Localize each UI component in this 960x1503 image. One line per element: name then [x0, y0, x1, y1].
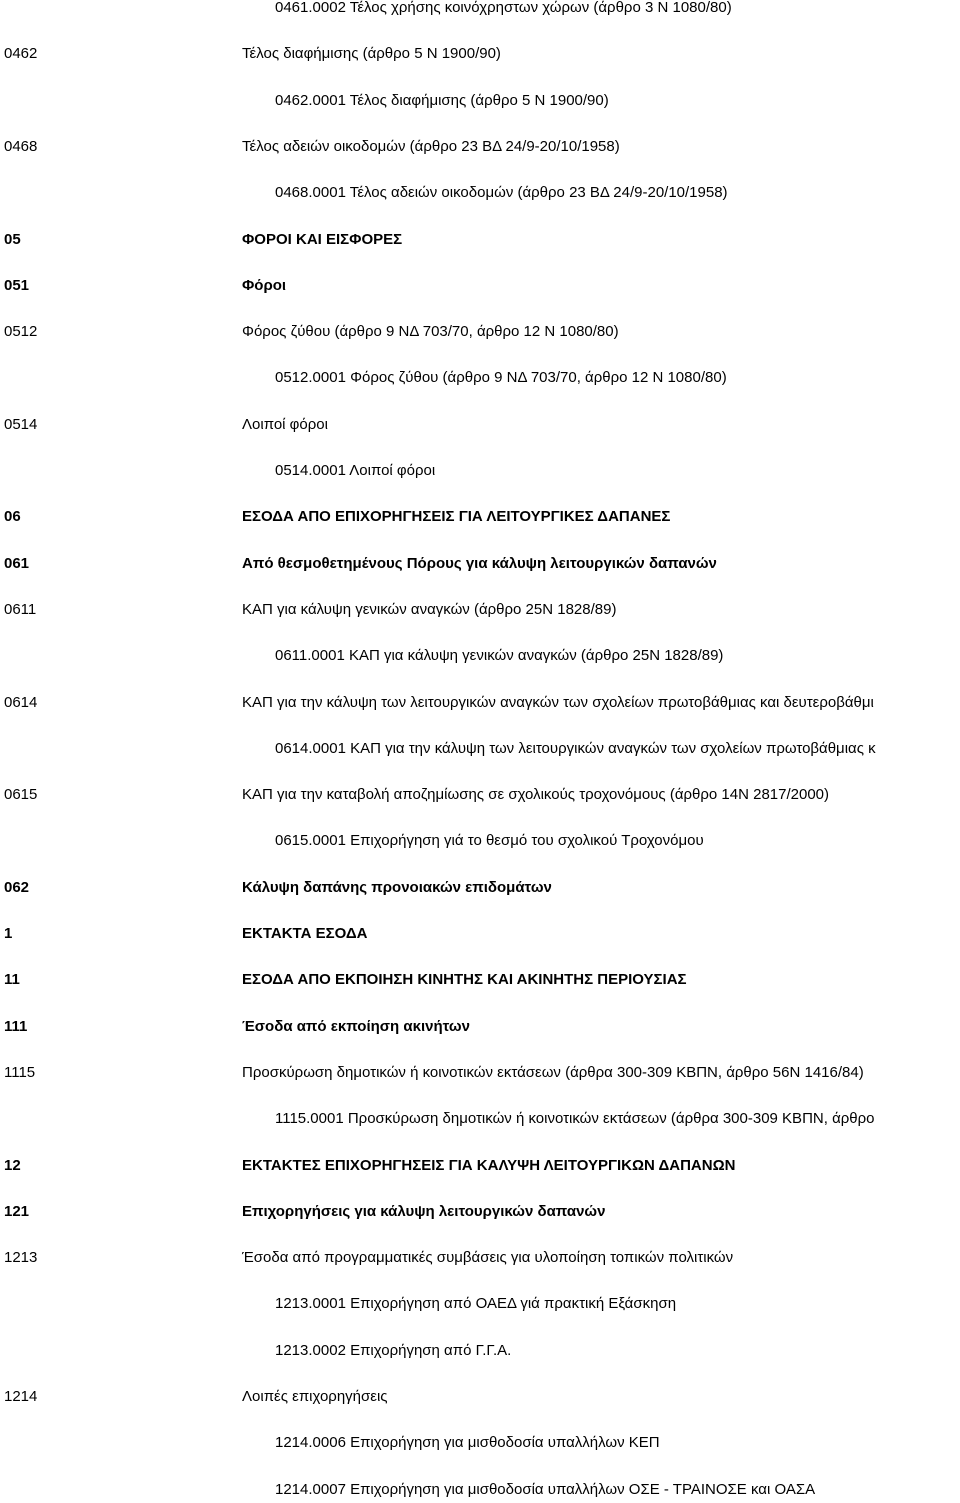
entry-code: 1115 — [4, 1063, 36, 1081]
entry-code: 121 — [4, 1202, 30, 1220]
code-entry-row — [0, 228, 960, 252]
entry-code: 05 — [4, 230, 21, 248]
sub-entry-text: 0615.0001 Επιχορήγηση γιά το θεσμό του σχολικού Τροχονόμου — [275, 832, 704, 850]
entry-code: 1214 — [4, 1388, 38, 1405]
code-entry-row — [0, 1015, 960, 1039]
entry-description: ΦΟΡΟΙ ΚΑΙ ΕΙΣΦΟΡΕΣ — [242, 230, 403, 248]
sub-entry-row — [0, 366, 960, 390]
sub-entry-row — [0, 1339, 960, 1363]
code-entry-row — [0, 968, 960, 992]
sub-entry-row — [0, 459, 960, 483]
entry-code: 111 — [4, 1017, 28, 1035]
code-entry-row — [0, 922, 960, 946]
sub-entry-row — [0, 181, 960, 205]
code-entry-row — [0, 1061, 960, 1085]
entry-description: Έσοδα από προγραμματικές συμβάσεις για υλοποίηση τοπικών πολιτικών — [242, 1249, 734, 1267]
entry-description: Κάλυψη δαπάνης προνοιακών επιδομάτων — [242, 878, 552, 896]
code-entry-row — [0, 135, 960, 159]
entry-code: 06 — [4, 508, 21, 526]
entry-code: 1213 — [4, 1249, 38, 1267]
entry-description: ΕΚΤΑΚΤΕΣ ΕΠΙΧΟΡΗΓΗΣΕΙΣ ΓΙΑ ΚΑΛΥΨΗ ΛΕΙΤΟΥΡΓΙΚΩΝ ΔΑΠΑΝΩΝ — [242, 1156, 736, 1174]
entry-description: Τέλος αδειών οικοδομών (άρθρο 23 ΒΔ 24/9-20/10/1958) — [242, 137, 620, 155]
code-entry-row — [0, 783, 960, 807]
sub-entry-text: 0512.0001 Φόρος ζύθου (άρθρο 9 ΝΔ 703/70, άρθρο 12 Ν 1080/80) — [275, 369, 727, 387]
sub-entry-text: 1213.0001 Επιχορήγηση από ΟΑΕΔ γιά πρακτική Εξάσκηση — [275, 1295, 677, 1313]
code-entry-row — [0, 274, 960, 298]
code-entry-row — [0, 876, 960, 900]
entry-code: 051 — [4, 276, 30, 294]
sub-entry-row — [0, 0, 960, 20]
entry-code: 0611 — [4, 600, 37, 618]
code-entry-row — [0, 1200, 960, 1224]
sub-entry-row — [0, 737, 960, 761]
entry-code: 0512 — [4, 323, 38, 341]
code-entry-row — [0, 691, 960, 715]
entry-description: ΕΣΟΔΑ ΑΠΟ ΕΚΠΟΙΗΣΗ ΚΙΝΗΤΗΣ ΚΑΙ ΑΚΙΝΗΤΗΣ ΠΕΡΙΟΥΣΙΑΣ — [242, 971, 687, 989]
sub-entry-text: 0611.0001 ΚΑΠ για κάλυψη γενικών αναγκών (άρθρο 25Ν 1828/89) — [275, 647, 724, 665]
entry-code: 061 — [4, 554, 30, 572]
entry-code: 1 — [4, 925, 13, 942]
entry-description: Φόροι — [242, 276, 287, 294]
sub-entry-text: 1214.0007 Επιχορήγηση για μισθοδοσία υπαλλήλων ΟΣΕ - ΤΡΑΙΝΟΣΕ και ΟΑΣΑ — [275, 1480, 816, 1498]
entry-description: Φόρος ζύθου (άρθρο 9 ΝΔ 703/70, άρθρο 12 Ν 1080/80) — [242, 323, 619, 341]
sub-entry-row — [0, 829, 960, 853]
entry-code: 062 — [4, 878, 30, 896]
sub-entry-text: 0468.0001 Τέλος αδειών οικοδομών (άρθρο 23 ΒΔ 24/9-20/10/1958) — [275, 184, 728, 202]
code-entry-row — [0, 552, 960, 576]
code-entry-row — [0, 598, 960, 622]
entry-description: ΕΣΟΔΑ ΑΠΟ ΕΠΙΧΟΡΗΓΗΣΕΙΣ ΓΙΑ ΛΕΙΤΟΥΡΓΙΚΕΣ ΔΑΠΑΝΕΣ — [242, 508, 671, 526]
sub-entry-text: 0461.0002 Τέλος χρήσης κοινόχρηστων χώρων (άρθρο 3 Ν 1080/80) — [275, 0, 732, 16]
entry-description: Τέλος διαφήμισης (άρθρο 5 Ν 1900/90) — [242, 45, 501, 63]
code-entry-row — [0, 505, 960, 529]
entry-description: ΚΑΠ για την κάλυψη των λειτουργικών αναγκών των σχολείων πρωτοβάθμιας και δευτεροβάθμι — [242, 693, 874, 711]
sub-entry-row — [0, 644, 960, 668]
sub-entry-row — [0, 1478, 960, 1502]
code-entry-row — [0, 320, 960, 344]
sub-entry-text: 0462.0001 Τέλος διαφήμισης (άρθρο 5 Ν 1900/90) — [275, 91, 609, 109]
entry-code: 12 — [4, 1156, 21, 1174]
entry-code: 0462 — [4, 45, 38, 63]
entry-description: Λοιπές επιχορηγήσεις — [242, 1388, 388, 1405]
entry-code: 11 — [4, 971, 20, 989]
entry-description: Επιχορηγήσεις για κάλυψη λειτουργικών δαπανών — [242, 1202, 606, 1220]
entry-description: ΚΑΠ για κάλυψη γενικών αναγκών (άρθρο 25Ν 1828/89) — [242, 600, 617, 618]
sub-entry-row — [0, 89, 960, 113]
entry-description: Από θεσμοθετημένους Πόρους για κάλυψη λειτουργικών δαπανών — [242, 554, 717, 572]
entry-description: ΚΑΠ για την καταβολή αποζημίωσης σε σχολικούς τροχονόμους (άρθρο 14Ν 2817/2000) — [242, 786, 829, 804]
entry-code: 0614 — [4, 693, 38, 711]
code-entry-row — [0, 1246, 960, 1270]
entry-code: 0468 — [4, 137, 38, 155]
entry-code: 0514 — [4, 415, 38, 433]
entry-description: Έσοδα από εκποίηση ακινήτων — [242, 1017, 470, 1035]
sub-entry-text: 1115.0001 Προσκύρωση δημοτικών ή κοινοτικών εκτάσεων (άρθρα 300-309 ΚΒΠΝ, άρθρο — [275, 1110, 875, 1128]
sub-entry-text: 0514.0001 Λοιποί φόροι — [275, 462, 436, 479]
sub-entry-row — [0, 1107, 960, 1131]
entry-description: Προσκύρωση δημοτικών ή κοινοτικών εκτάσεων (άρθρα 300-309 ΚΒΠΝ, άρθρο 56Ν 1416/84) — [242, 1063, 864, 1081]
entry-description: Λοιποί φόροι — [242, 415, 328, 433]
sub-entry-row — [0, 1292, 960, 1316]
sub-entry-text: 1213.0002 Επιχορήγηση από Γ.Γ.Α. — [275, 1341, 512, 1359]
sub-entry-text: 1214.0006 Επιχορήγηση για μισθοδοσία υπαλλήλων ΚΕΠ — [275, 1434, 660, 1452]
sub-entry-text: 0614.0001 ΚΑΠ για την κάλυψη των λειτουργικών αναγκών των σχολείων πρωτοβάθμιας κ — [275, 739, 876, 757]
code-entry-row — [0, 1385, 960, 1409]
code-entry-row — [0, 413, 960, 437]
sub-entry-row — [0, 1431, 960, 1455]
code-entry-row — [0, 42, 960, 66]
code-entry-row — [0, 1154, 960, 1178]
entry-description: ΕΚΤΑΚΤΑ ΕΣΟΔΑ — [242, 925, 368, 942]
entry-code: 0615 — [4, 786, 38, 804]
